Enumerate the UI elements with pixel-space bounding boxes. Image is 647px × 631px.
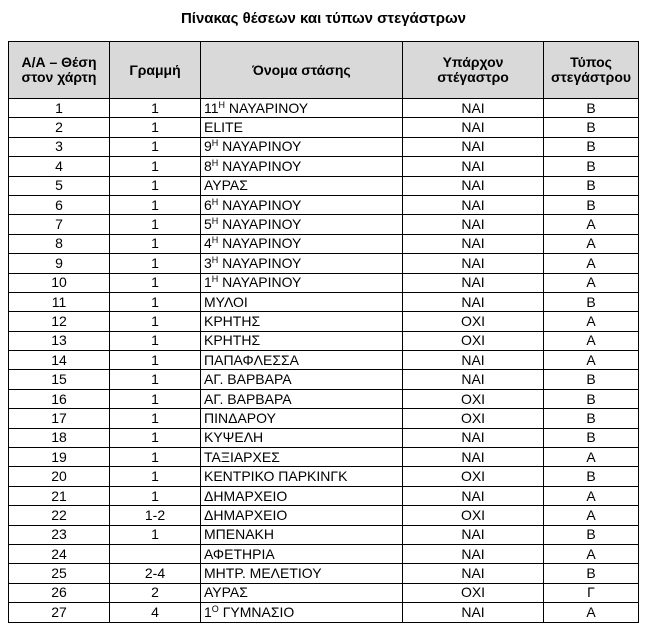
table-row [9,254,639,273]
stop-name-text: 9 [204,138,212,155]
table-row [9,137,639,156]
cell-shelter-type: Β [544,428,639,447]
cell-aa: 8 [9,234,110,253]
cell-stop-name [201,99,403,118]
table-row [9,157,639,176]
cell-line: 1-2 [110,506,201,525]
cell-existing-shelter: ΟΧΙ [403,312,544,331]
cell-shelter-type: Β [544,99,639,118]
cell-aa: 19 [9,448,110,467]
stop-name-text: ΜΥΛΟΙ [204,293,248,310]
table-row [9,389,639,408]
cell-stop-name [201,564,403,583]
cell-existing-shelter: ΟΧΙ [403,506,544,525]
cell-aa: 11 [9,292,110,311]
header-stop-name: Όνομα στάσης [201,42,403,99]
table-row [9,525,639,544]
stop-name-rest: ΝΑΥΑΡΙΝΟΥ [218,157,302,174]
cell-aa: 16 [9,389,110,408]
stop-name-rest: ΝΑΥΑΡΙΝΟΥ [218,196,302,213]
cell-existing-shelter: ΟΧΙ [403,409,544,428]
cell-stop-name [201,254,403,273]
table-row [9,467,639,486]
cell-line: 1 [110,428,201,447]
cell-shelter-type: Β [544,292,639,311]
cell-line: 1 [110,351,201,370]
cell-stop-name [201,292,403,311]
cell-aa: 3 [9,137,110,156]
cell-stop-name [201,525,403,544]
cell-shelter-type: Β [544,176,639,195]
cell-existing-shelter: ΝΑΙ [403,292,544,311]
table-row [9,176,639,195]
cell-stop-name [201,428,403,447]
cell-stop-name [201,409,403,428]
cell-aa: 21 [9,486,110,505]
cell-aa: 22 [9,506,110,525]
cell-aa: 12 [9,312,110,331]
table-row [9,448,639,467]
stop-name-text: 6 [204,196,212,213]
cell-stop-name [201,583,403,602]
cell-line: 1 [110,176,201,195]
cell-stop-name [201,118,403,137]
cell-line: 1 [110,195,201,214]
cell-stop-name [201,351,403,370]
cell-shelter-type: Α [544,215,639,234]
header-existing-shelter: Υπάρχον στέγαστρο [403,42,544,99]
cell-existing-shelter: ΟΧΙ [403,467,544,486]
cell-aa: 15 [9,370,110,389]
cell-line: 1 [110,331,201,350]
cell-aa: 14 [9,351,110,370]
stop-name-text: 11 [204,99,219,116]
table-row [9,331,639,350]
stop-name-text: ΠΙΝΔΑΡΟΥ [204,409,276,426]
cell-existing-shelter: ΝΑΙ [403,273,544,292]
stop-name-text: ΠΑΠΑΦΛΕΣΣΑ [204,351,299,368]
stop-name-rest: ΝΑΥΑΡΙΝΟΥ [218,254,302,271]
cell-existing-shelter: ΝΑΙ [403,370,544,389]
stop-name-text: ΤΑΞΙΑΡΧΕΣ [204,448,280,465]
cell-shelter-type: Β [544,564,639,583]
cell-stop-name [201,176,403,195]
table-row [9,273,639,292]
cell-shelter-type: Α [544,273,639,292]
cell-existing-shelter: ΝΑΙ [403,118,544,137]
cell-stop-name [201,506,403,525]
cell-line: 1 [110,215,201,234]
table-body [9,99,639,623]
cell-line: 2-4 [110,564,201,583]
stop-name-text: ΚΡΗΤΗΣ [204,312,261,329]
stop-name-text: 1 [204,274,212,291]
table-row [9,195,639,214]
cell-shelter-type: Β [544,157,639,176]
cell-shelter-type: Β [544,467,639,486]
stop-name-rest: ΓΥΜΝΑΣΙΟ [218,603,295,620]
cell-existing-shelter: ΝΑΙ [403,195,544,214]
shelters-table [8,41,639,623]
cell-existing-shelter: ΝΑΙ [403,215,544,234]
header-shelter-type: Τύπος στεγάστρου [544,42,639,99]
stop-name-rest: ΝΑΥΑΡΙΝΟΥ [218,274,302,291]
cell-shelter-type: Β [544,137,639,156]
cell-stop-name [201,195,403,214]
stop-name-ordinal-suffix: Η [211,216,219,227]
cell-shelter-type: Α [544,331,639,350]
cell-existing-shelter: ΝΑΙ [403,486,544,505]
cell-line: 1 [110,389,201,408]
cell-stop-name [201,137,403,156]
table-row [9,312,639,331]
cell-existing-shelter: ΝΑΙ [403,351,544,370]
stop-name-text: 8 [204,157,212,174]
stop-name-text: ΚΕΝΤΡΙΚΟ ΠΑΡΚΙΝΓΚ [204,468,348,485]
cell-aa: 20 [9,467,110,486]
header-line: Γραμμή [110,42,201,99]
stop-name-text: ΑΓ. ΒΑΡΒΑΡΑ [204,390,292,407]
stop-name-ordinal-suffix: Η [211,138,219,149]
cell-line: 1 [110,370,201,389]
cell-line: 1 [110,137,201,156]
cell-aa: 9 [9,254,110,273]
cell-stop-name [201,603,403,622]
cell-line: 1 [110,234,201,253]
table-row [9,428,639,447]
stop-name-rest: ΝΑΥΑΡΙΝΟΥ [218,138,302,155]
cell-shelter-type: Β [544,525,639,544]
cell-line: 4 [110,603,201,622]
cell-existing-shelter: ΝΑΙ [403,157,544,176]
stop-name-rest: ΝΑΥΑΡΙΝΟΥ [225,99,309,116]
cell-stop-name [201,370,403,389]
cell-shelter-type: Α [544,234,639,253]
cell-shelter-type: Α [544,254,639,273]
cell-stop-name [201,273,403,292]
cell-existing-shelter: ΝΑΙ [403,99,544,118]
stop-name-text: ΚΡΗΤΗΣ [204,332,261,349]
cell-stop-name [201,486,403,505]
cell-existing-shelter: ΟΧΙ [403,331,544,350]
cell-aa: 23 [9,525,110,544]
cell-line: 1 [110,292,201,311]
cell-existing-shelter: ΝΑΙ [403,137,544,156]
table-row [9,564,639,583]
cell-existing-shelter: ΝΑΙ [403,448,544,467]
table-row [9,409,639,428]
cell-aa: 2 [9,118,110,137]
cell-shelter-type: Γ [544,583,639,602]
cell-shelter-type: Α [544,312,639,331]
cell-line: 1 [110,157,201,176]
table-row [9,506,639,525]
cell-existing-shelter: ΝΑΙ [403,234,544,253]
cell-line: 1 [110,118,201,137]
table-row [9,99,639,118]
cell-shelter-type: Α [544,506,639,525]
cell-aa: 13 [9,331,110,350]
table-row [9,234,639,253]
stop-name-text: ΔΗΜΑΡΧΕΙΟ [204,487,288,504]
cell-existing-shelter: ΝΑΙ [403,525,544,544]
table-header-row [9,42,639,99]
table-row [9,583,639,602]
stop-name-text: ΜΠΕΝΑΚΗ [204,526,275,543]
stop-name-text: ΚΥΨΕΛΗ [204,429,264,446]
stop-name-text: ELITE [204,119,243,136]
cell-aa: 27 [9,603,110,622]
stop-name-ordinal-suffix: Η [211,254,219,265]
cell-stop-name [201,448,403,467]
cell-aa: 25 [9,564,110,583]
cell-aa: 7 [9,215,110,234]
table-row [9,351,639,370]
table-row [9,603,639,622]
cell-aa: 10 [9,273,110,292]
cell-stop-name [201,234,403,253]
cell-aa: 26 [9,583,110,602]
cell-stop-name [201,331,403,350]
table-row [9,370,639,389]
cell-existing-shelter: ΝΑΙ [403,254,544,273]
cell-shelter-type: Β [544,195,639,214]
table-row [9,292,639,311]
table-row [9,215,639,234]
table-row [9,118,639,137]
cell-aa: 17 [9,409,110,428]
cell-existing-shelter: ΝΑΙ [403,428,544,447]
stop-name-text: ΜΗΤΡ. ΜΕΛΕΤΙΟΥ [204,565,322,582]
cell-shelter-type: Α [544,486,639,505]
stop-name-text: ΔΗΜΑΡΧΕΙΟ [204,506,288,523]
cell-line: 2 [110,583,201,602]
stop-name-text: 3 [204,254,212,271]
cell-shelter-type: Β [544,370,639,389]
cell-stop-name [201,157,403,176]
stop-name-rest: ΝΑΥΑΡΙΝΟΥ [218,216,302,233]
cell-stop-name [201,215,403,234]
header-aa: Α/Α – Θέση στον χάρτη [9,42,110,99]
cell-aa: 18 [9,428,110,447]
cell-line: 1 [110,525,201,544]
document-title: Πίνακας θέσεων και τύπων στεγάστρων [180,10,467,27]
stop-name-text: 1 [204,603,212,620]
cell-line: 1 [110,99,201,118]
stop-name-ordinal-suffix: Η [218,99,226,110]
cell-shelter-type: Α [544,351,639,370]
stop-name-rest: ΝΑΥΑΡΙΝΟΥ [218,235,302,252]
cell-shelter-type: Α [544,603,639,622]
cell-line: 1 [110,312,201,331]
cell-shelter-type: Α [544,448,639,467]
stop-name-ordinal-suffix: Η [211,157,219,168]
cell-stop-name [201,467,403,486]
cell-stop-name [201,544,403,563]
cell-existing-shelter: ΝΑΙ [403,564,544,583]
cell-line [110,544,201,563]
stop-name-text: ΑΥΡΑΣ [204,584,248,601]
cell-line: 1 [110,254,201,273]
stop-name-ordinal-suffix: Η [211,235,219,246]
cell-aa: 24 [9,544,110,563]
cell-existing-shelter: ΟΧΙ [403,583,544,602]
cell-aa: 5 [9,176,110,195]
stop-name-text: ΑΥΡΑΣ [204,177,248,194]
cell-aa: 1 [9,99,110,118]
stop-name-ordinal-suffix: Η [211,196,219,207]
cell-aa: 4 [9,157,110,176]
cell-stop-name [201,312,403,331]
cell-existing-shelter: ΝΑΙ [403,603,544,622]
stop-name-text: 5 [204,216,212,233]
cell-shelter-type: Β [544,118,639,137]
stop-name-text: ΑΓ. ΒΑΡΒΑΡΑ [204,371,292,388]
cell-existing-shelter: ΝΑΙ [403,176,544,195]
cell-shelter-type: Β [544,389,639,408]
cell-line: 1 [110,409,201,428]
cell-shelter-type: Α [544,544,639,563]
stop-name-text: ΑΦΕΤΗΡΙΑ [204,545,275,562]
cell-line: 1 [110,273,201,292]
cell-stop-name [201,389,403,408]
table-row [9,486,639,505]
cell-existing-shelter: ΟΧΙ [403,389,544,408]
cell-shelter-type: Β [544,409,639,428]
cell-line: 1 [110,467,201,486]
stop-name-ordinal-suffix: Ο [211,603,219,614]
cell-line: 1 [110,486,201,505]
table-row [9,544,639,563]
stop-name-ordinal-suffix: Η [211,274,219,285]
stop-name-text: 4 [204,235,212,252]
cell-aa: 6 [9,195,110,214]
cell-line: 1 [110,448,201,467]
cell-existing-shelter: ΝΑΙ [403,544,544,563]
